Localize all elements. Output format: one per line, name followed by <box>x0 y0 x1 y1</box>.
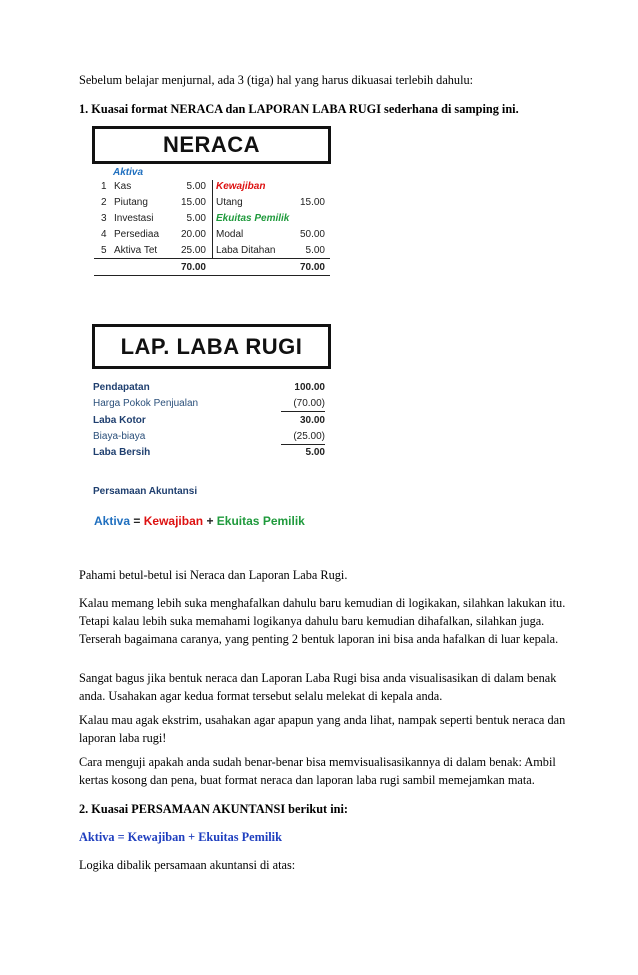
row-no: 1 <box>101 181 107 192</box>
neraca-bottom-line <box>94 275 330 276</box>
row-value: 15.00 <box>180 197 206 208</box>
lr-row-value: 30.00 <box>299 415 325 426</box>
row-name: Kas <box>114 181 132 192</box>
paragraph: Cara menguji apakah anda sudah benar-benar bisa memvisualisasikannya di dalam benak: Ambil kertas kosong dan pena, buat format neraca dan laporan laba rugi sambil memejamkan mata. <box>79 755 556 787</box>
eq-plus: + <box>206 514 214 528</box>
lr-row-value: 5.00 <box>305 447 325 458</box>
equation-graphic <box>94 514 305 528</box>
lr-subtotal-line <box>281 411 325 412</box>
row-value: 5.00 <box>305 245 325 256</box>
eq-kewajiban: Kewajiban <box>143 514 204 528</box>
point-2-heading: 2. Kuasai PERSAMAAN AKUNTANSI berikut ini: <box>79 802 348 816</box>
row-value: 5.00 <box>186 213 206 224</box>
row-value: 15.00 <box>299 197 325 208</box>
neraca-center-divider <box>212 180 213 258</box>
row-name: Utang <box>216 197 243 208</box>
lr-row-value: (25.00) <box>293 431 325 442</box>
lr-row-name: Laba Bersih <box>93 447 151 458</box>
lr-row-name: Pendapatan <box>93 382 150 393</box>
row-name: Laba Ditahan <box>216 245 276 256</box>
persamaan-label: Persamaan Akuntansi <box>93 486 198 497</box>
row-name: Persediaa <box>114 229 160 240</box>
row-name: Piutang <box>114 197 148 208</box>
labarugi-title: LAP. LABA RUGI <box>120 333 303 359</box>
row-no: 2 <box>101 197 107 208</box>
kewajiban-header: Kewajiban <box>216 181 266 192</box>
row-value: 20.00 <box>180 229 206 240</box>
neraca-total-left: 70.00 <box>180 262 206 273</box>
row-value: 25.00 <box>180 245 206 256</box>
paragraph: Kalau memang lebih suka menghafalkan dahulu baru kemudian di logikakan, silahkan lakukan itu. Tetapi kalau lebih suka memahami logikanya dahulu baru kemudian dihafalkan, silahkan juga. Terserah bagaimana caranya, yang penting 2 bentuk laporan ini bisa anda hafalkan di luar kepala. <box>79 596 566 646</box>
row-no: 3 <box>101 213 107 224</box>
eq-equals: = <box>133 514 141 528</box>
row-value: 5.00 <box>186 181 206 192</box>
lr-row-name: Harga Pokok Penjualan <box>93 398 199 409</box>
ekuitas-header: Ekuitas Pemilik <box>216 213 290 224</box>
paragraph: Pahami betul-betul isi Neraca dan Laporan Laba Rugi. <box>79 568 348 582</box>
row-no: 4 <box>101 229 107 240</box>
labarugi-title-box <box>92 324 331 369</box>
point-1-heading: 1. Kuasai format NERACA dan LAPORAN LABA RUGI sederhana di samping ini. <box>79 102 519 116</box>
paragraph: Sangat bagus jika bentuk neraca dan Laporan Laba Rugi bisa anda visualisasikan di dalam benak anda. Usahakan agar kedua format tersebut selalu melekat di kepala anda. <box>79 671 557 703</box>
paragraph: Logika dibalik persamaan akuntansi di atas: <box>79 858 296 872</box>
eq-aktiva: Aktiva <box>94 514 131 528</box>
row-name: Modal <box>216 229 244 240</box>
aktiva-header: Aktiva <box>113 167 144 178</box>
lr-row-name: Laba Kotor <box>93 415 146 426</box>
lr-row-value: 100.00 <box>294 382 325 393</box>
row-value: 50.00 <box>299 229 325 240</box>
lr-total-line <box>281 444 325 445</box>
neraca-total-line <box>94 258 330 259</box>
equation-text: Aktiva = Kewajiban + Ekuitas Pemilik <box>79 830 282 844</box>
intro-text: Sebelum belajar menjurnal, ada 3 (tiga) hal yang harus dikuasai terlebih dahulu: <box>79 73 474 87</box>
neraca-title: NERACA <box>162 132 261 157</box>
eq-ekuitas: Ekuitas Pemilik <box>216 514 305 528</box>
row-name: Aktiva Tet <box>114 245 158 256</box>
row-no: 5 <box>101 245 107 256</box>
paragraph: Kalau mau agak ekstrim, usahakan agar apapun yang anda lihat, nampak seperti bentuk neraca dan laporan laba rugi! <box>79 713 566 745</box>
neraca-title-box <box>92 126 331 164</box>
row-name: Investasi <box>114 213 154 224</box>
lr-row-name: Biaya-biaya <box>93 431 146 442</box>
neraca-total-right: 70.00 <box>299 262 325 273</box>
lr-row-value: (70.00) <box>293 398 325 409</box>
